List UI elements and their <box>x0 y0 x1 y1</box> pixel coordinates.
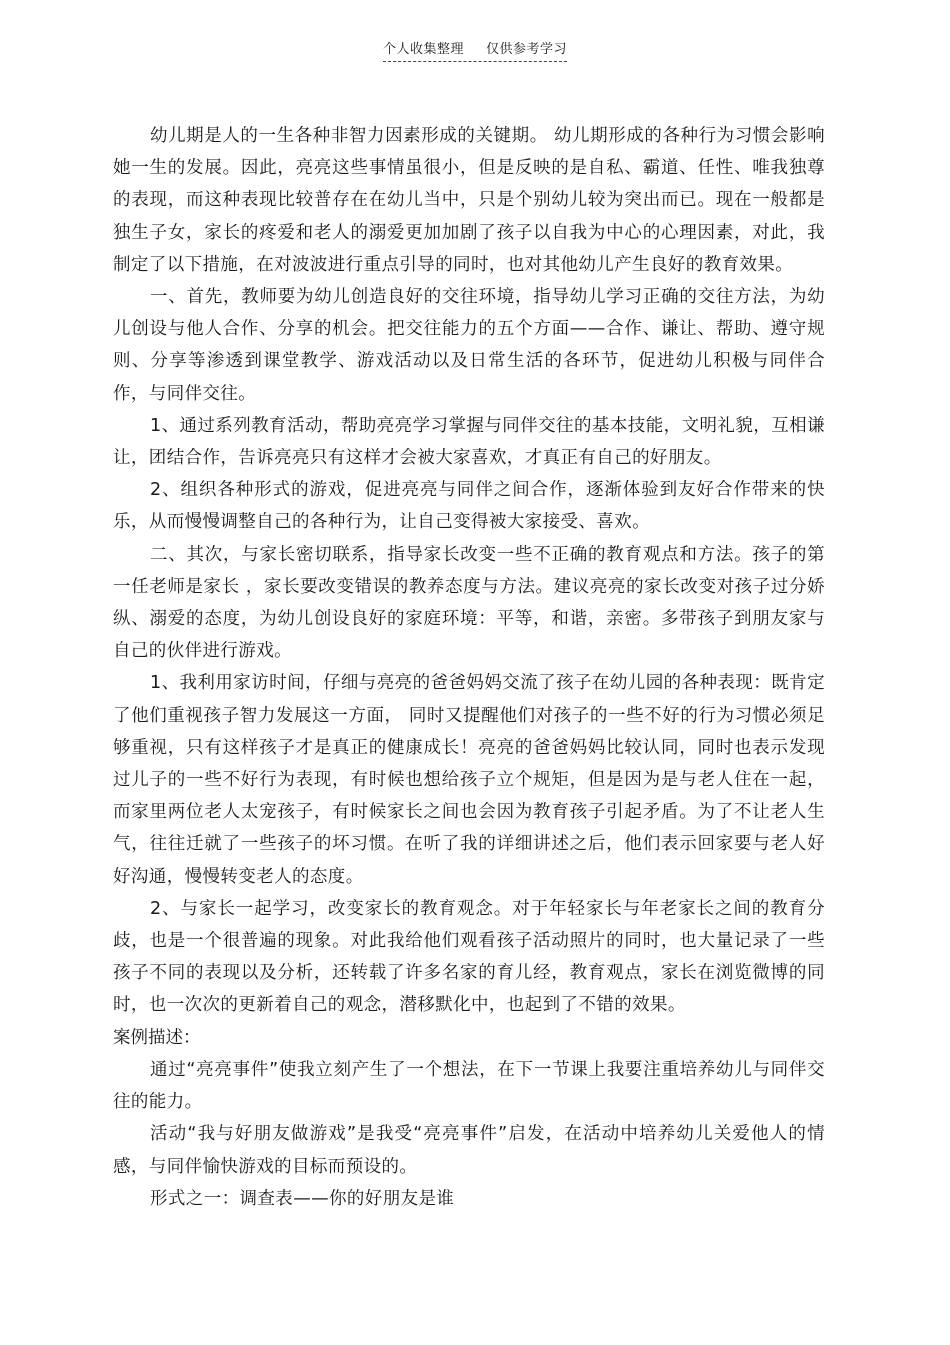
header-right-text: 仅供参考学习 <box>486 42 568 57</box>
paragraph-section-two: 二、其次，与家长密切联系，指导家长改变一些不正确的教育观点和方法。孩子的第一任老师是家长 ，家长要改变错误的教养态度与方法。建议亮亮的家长改变对孩子过分娇纵、溺爱的态度，为幼儿创设良好的家庭环境：平等，和谐，亲密。多带孩子到朋友家与自己的伙伴进行游戏。 <box>113 544 825 662</box>
paragraph-item-1-2: 2、组织各种形式的游戏，促进亮亮与同伴之间合作，逐渐体验到友好合作带来的快乐，从而慢慢调整自己的各种行为，让自己变得被大家接受、喜欢。 <box>113 480 825 533</box>
header-underline <box>383 38 567 62</box>
paragraph-item-2-1: 1、我利用家访时间，仔细与亮亮的爸爸妈妈交流了孩子在幼儿园的各种表现：既肯定了他们重视孩子智力发展这一方面， 同时又提醒他们对孩子的一些不好的行为习惯必须足够重视，只有这样孩子才是真正的健康成长！亮亮的爸爸妈妈比较认同，同时也表示发现过儿子的一些不好行为表现，有时候也想给孩子立个规矩，但是因为是与老人住在一起，而家里两位老人太宠孩子，有时候家长之间也会因为教育孩子引起矛盾。为了不让老人生气，往往迁就了一些孩子的坏习惯。在听了我的详细讲述之后，他们表示回家要与老人好好沟通，慢慢转变老人的态度。 <box>113 673 825 887</box>
paragraph-case-3: 形式之一：调查表——你的好朋友是谁 <box>150 1188 455 1209</box>
paragraph-item-2-2: 2、与家长一起学习，改变家长的教育观念。对于年轻家长与年老家长之间的教育分歧，也是一个很普遍的现象。对此我给他们观看孩子活动照片的同时，也大量记录了一些孩子不同的表现以及分析，还转载了许多名家的育儿经，教育观点，家长在浏览微博的同时，也一次次的更新着自己的观念，潜移默化中，也起到了不错的效果。 <box>113 898 825 1016</box>
header-left-text: 个人收集整理 <box>382 42 464 57</box>
paragraph-intro: 幼儿期是人的一生各种非智力因素形成的关键期。 幼儿期形成的各种行为习惯会影响她一生的发展。因此，亮亮这些事情虽很小，但是反映的是自私、霸道、任性、唯我独尊的表现，而这种表现比较普存在在幼儿当中，只是个别幼儿较为突出而已。现在一般都是独生子女，家长的疼爱和老人的溺爱更加加剧了孩子以自我为中心的心理因素，对此，我制定了以下措施，在对波波进行重点引导的同时，也对其他幼儿产生良好的教育效果。 <box>113 126 825 275</box>
page-header <box>0 38 950 62</box>
paragraph-case-2: 活动“我与好朋友做游戏”是我受“亮亮事件”启发，在活动中培养幼儿关爱他人的情感，与同伴愉快游戏的目标而预设的。 <box>113 1124 825 1177</box>
paragraph-case-1: 通过“亮亮事件”使我立刻产生了一个想法，在下一节课上我要注重培养幼儿与同伴交往的能力。 <box>113 1059 825 1113</box>
paragraph-section-one: 一、首先，教师要为幼儿创造良好的交往环境，指导幼儿学习正确的交往方法，为幼儿创设与他人合作、分享的机会。把交往能力的五个方面——合作、谦让、帮助、遵守规则、分享等渗透到课堂教学、游戏活动以及日常生活的各环节，促进幼儿积极与同伴合作，与同伴交往。 <box>113 287 825 404</box>
section-label-case-description: 案例描述： <box>113 1027 201 1048</box>
document-body <box>113 120 825 1215</box>
paragraph-item-1-1: 1、通过系列教育活动，帮助亮亮学习掌握与同伴交往的基本技能，文明礼貌，互相谦让，团结合作，告诉亮亮只有这样才会被大家喜欢，才真正有自己的好朋友。 <box>113 415 825 469</box>
